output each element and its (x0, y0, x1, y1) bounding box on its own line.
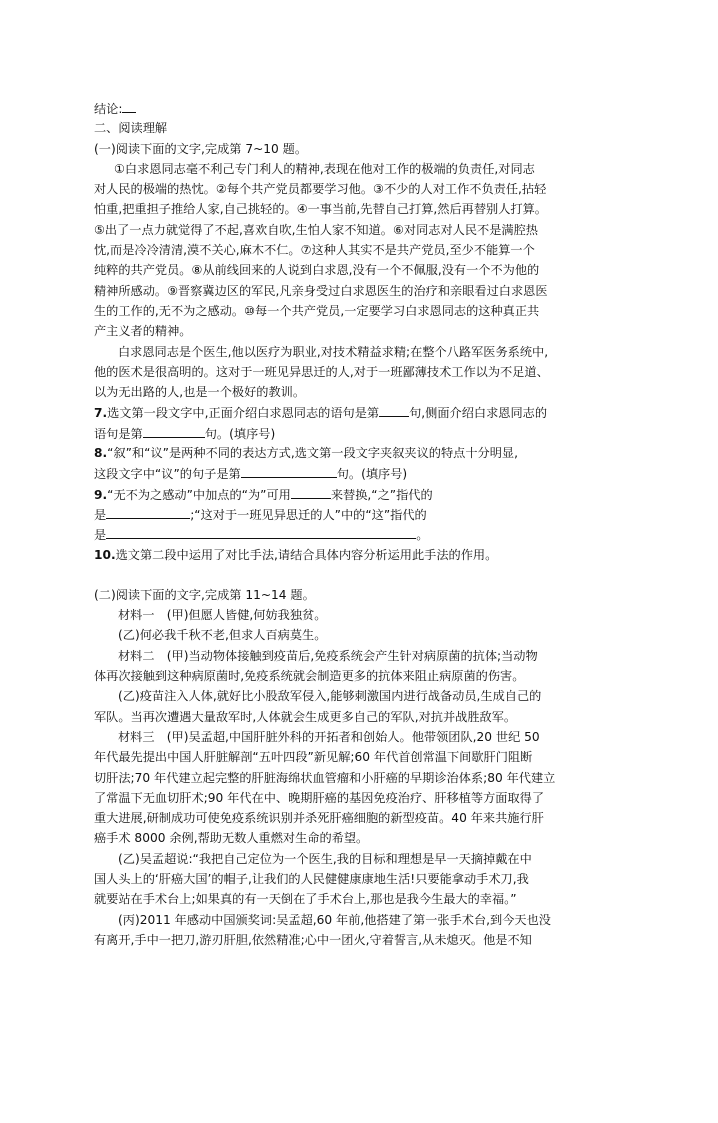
q7-text: 选文第一段文字中,正面介绍白求恩同志的语句是第 (107, 406, 380, 421)
section-title: 二、阅读理解 (94, 121, 168, 136)
spacer (94, 565, 634, 585)
material-line: 有离开,手中一把刀,游刃肝胆,依然精准;心中一团火,守着誓言,从未熄灭。他是不知 (94, 932, 532, 947)
q7-text: 语句是第 (94, 426, 143, 441)
q9-blank-2[interactable] (106, 504, 190, 519)
p1-line: 纯粹的共产党员。⑧从前线回来的人说到白求恩,没有一个不佩服,没有一个不为他的 (94, 263, 540, 278)
question-8-cont (94, 463, 634, 483)
q8-text: “叙”和“议”是两种不同的表达方式,选文第一段文字夹叙夹议的特点十分明显, (107, 446, 518, 461)
question-10 (94, 545, 634, 565)
q7-blank-2[interactable] (143, 423, 205, 438)
material-line: 材料二 (甲)当动物体接触到疫苗后,免疫系统会产生针对病原菌的抗体;当动物 (118, 648, 538, 663)
q8-text: 这段文字中“议”的句子是第 (94, 467, 241, 482)
p1-line: 生的工作的,无不为之感动。⑩每一个共产党员,一定要学习白求恩同志的这种真正共 (94, 303, 540, 318)
material-line: 军队。当再次遭遇大量敌军时,人体就会生成更多自己的军队,对抗并战胜敌军。 (94, 709, 517, 724)
q9-number: 9. (94, 487, 108, 502)
material-line: 材料一 (甲)但愿人皆健,何妨我独贫。 (118, 608, 327, 623)
p1-line: 对人民的极端的热忱。②每个共产党员都要学习他。③不少的人对工作不负责任,拈轻 (94, 182, 547, 197)
material-line: 重大进展,研制成功可使免疫系统识别并杀死肝癌细胞的新型疫苗。40 年来共施行肝 (94, 811, 544, 826)
document-page (94, 98, 634, 950)
p1-line: ⑤出了一点力就觉得了不起,喜欢自吹,生怕人家不知道。⑥对同志对人民不是满腔热 (94, 222, 538, 237)
p1-line: 精神所感动。⑨晋察冀边区的军民,凡亲身受过白求恩医生的治疗和亲眼看过白求恩医 (94, 283, 548, 298)
p2-line: 以为无出路的人,也是一个极好的教训。 (94, 385, 306, 400)
material-line: 国人头上的‘肝癌大国’的帽子,让我们的人民健健康康地生活!只要能拿动手术刀,我 (94, 871, 529, 886)
question-8 (94, 443, 634, 463)
question-9-cont2 (94, 524, 634, 544)
question-9-cont (94, 504, 634, 524)
material-line: (乙)吴孟超说:“我把自己定位为一个医生,我的目标和理想是早一天摘掉戴在中 (118, 851, 532, 866)
material-line: 切肝法;70 年代建立起完整的肝脏海绵状血管瘤和小肝癌的早期诊治体系;80 年代建立 (94, 770, 556, 785)
part1-intro: (一)阅读下面的文字,完成第 7~10 题。 (94, 141, 308, 156)
material-line: 癌手术 8000 余例,帮助无数人重燃对生命的希望。 (94, 831, 369, 846)
conclusion-label: 结论: (94, 102, 123, 116)
q9-text: 来替换,“之”指代的 (330, 487, 433, 502)
p1-line: 忱,而是冷冷清清,漠不关心,麻木不仁。⑦这种人其实不是共产党员,至少不能算一个 (94, 243, 535, 258)
material-line: 年代最先提出中国人肝脏解剖“五叶四段”新见解;60 年代首创常温下间歇肝门阻断 (94, 750, 533, 765)
q10-number: 10. (94, 547, 116, 562)
q9-text: 是 (94, 507, 107, 522)
question-7 (94, 402, 634, 422)
q9-text: “无不为之感动”中加点的“为”可用 (107, 487, 291, 502)
q8-number: 8. (94, 446, 108, 461)
material-line: 就要站在手术台上;如果真的有一天倒在了手术台上,那也是我今生最大的幸福。” (94, 892, 517, 907)
q9-blank-1[interactable] (291, 484, 331, 499)
p2-line: 白求恩同志是个医生,他以医疗为职业,对技术精益求精;在整个八路军医务系统中, (118, 344, 549, 359)
p1-line: ①白求恩同志毫不利己专门利人的精神,表现在他对工作的极端的负责任,对同志 (114, 161, 535, 176)
q8-text: 句。(填序号) (336, 467, 408, 482)
material-line: (丙)2011 年感动中国颁奖词:吴孟超,60 年前,他搭建了第一张手术台,到今天也没 (118, 912, 551, 927)
q9-text: 。 (416, 528, 429, 543)
q9-text: ;“这对于一班见异思迁的人”中的“这”指代的 (190, 507, 427, 522)
q8-blank[interactable] (241, 463, 337, 478)
p1-line: 怕重,把重担子推给人家,自己挑轻的。④一事当前,先替自己打算,然后再替别人打算。 (94, 202, 547, 217)
p2-line: 他的医术是很高明的。这对于一班见异思迁的人,对于一班鄙薄技术工作以为不足道、 (94, 364, 549, 379)
q7-blank-1[interactable] (379, 402, 409, 417)
q9-blank-3[interactable] (106, 524, 416, 539)
conclusion-line (94, 98, 634, 118)
part2-intro: (二)阅读下面的文字,完成第 11~14 题。 (94, 587, 315, 602)
p1-line: 产主义者的精神。 (94, 324, 192, 339)
q9-text: 是 (94, 528, 107, 543)
question-9 (94, 484, 634, 504)
material-line: 了常温下无血切肝术;90 年代在中、晚期肝癌的基因免疫治疗、肝移植等方面取得了 (94, 790, 545, 805)
material-line: 材料三 (甲)吴孟超,中国肝脏外科的开拓者和创始人。他带领团队,20 世纪 50 (118, 729, 540, 744)
q7-text: 句。(填序号) (204, 426, 276, 441)
conclusion-blank[interactable] (122, 98, 136, 113)
material-line: (乙)何必我千秋不老,但求人百病莫生。 (118, 628, 327, 643)
q10-text: 选文第二段中运用了对比手法,请结合具体内容分析运用此手法的作用。 (115, 547, 498, 562)
q7-text: 句,侧面介绍白求恩同志的 (409, 406, 548, 421)
question-7-cont (94, 423, 634, 443)
material-line: (乙)疫苗注入人体,就好比小股敌军侵入,能够刺激国内进行战备动员,生成自己的 (118, 689, 542, 704)
q7-number: 7. (94, 406, 108, 421)
material-line: 体再次接触到这种病原菌时,免疫系统就会制造更多的抗体来阻止病原菌的伤害。 (94, 669, 525, 684)
